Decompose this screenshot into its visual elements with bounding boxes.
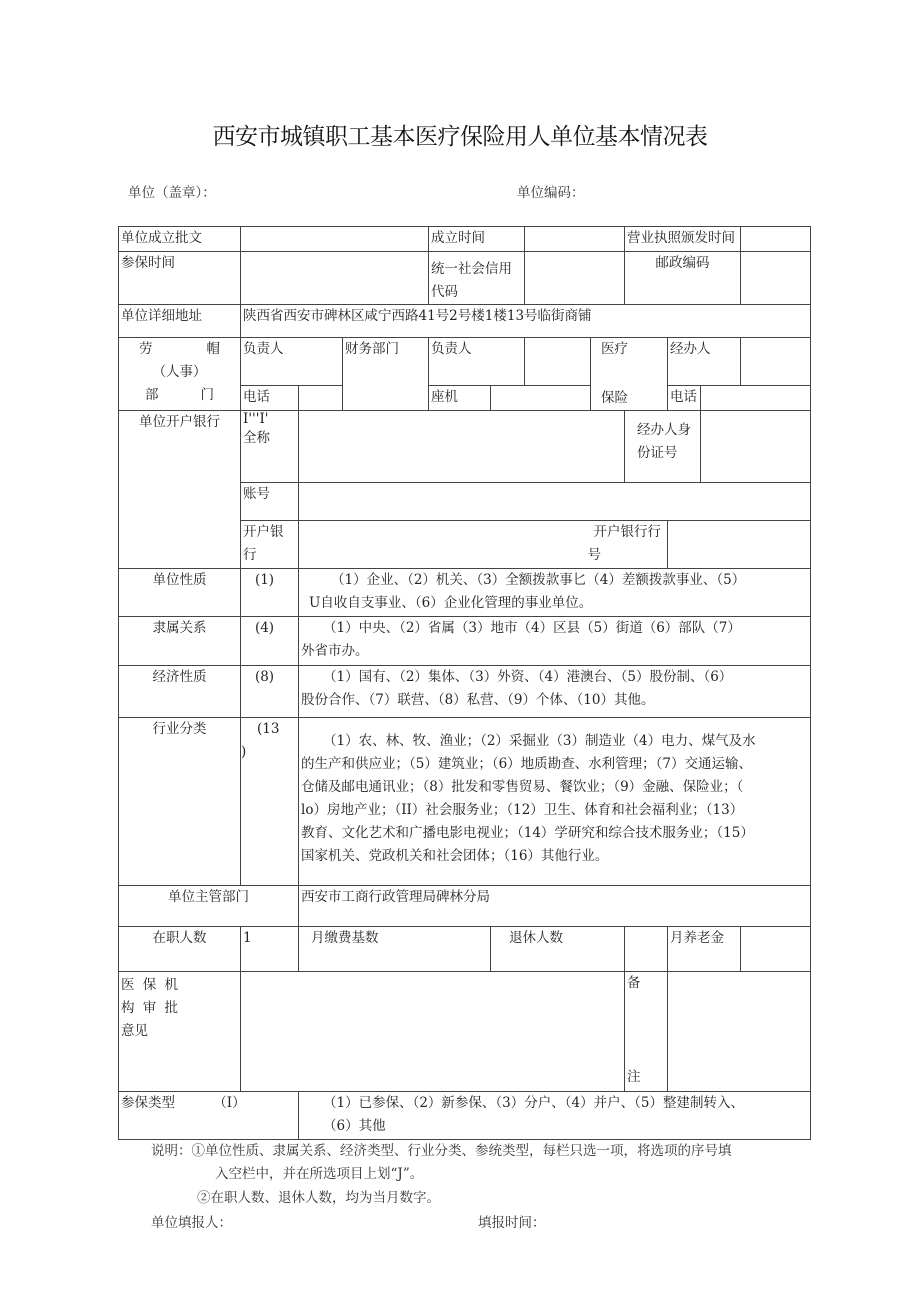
supervisor-value: 西安市工商行政管理局碑林分局 bbox=[299, 886, 811, 927]
bank-code-field[interactable] bbox=[668, 521, 811, 569]
remarks-line1: 备 bbox=[627, 975, 641, 991]
phone2-field[interactable] bbox=[701, 385, 811, 410]
bank-branch-line1: 开户银 bbox=[243, 524, 284, 540]
postal-code-label: 邮政编码 bbox=[625, 252, 741, 305]
bank-code-line1: 开户银行行 bbox=[593, 524, 662, 540]
insured-time-field[interactable] bbox=[241, 252, 429, 305]
postal-code-field[interactable] bbox=[741, 252, 811, 305]
bank-label: 单位开户银行 bbox=[119, 411, 241, 569]
address-label: 单位详细地址 bbox=[119, 305, 241, 338]
unit-nature-opts-2: U自收自支事业、（6）企业化管理的事业单位。 bbox=[309, 595, 593, 611]
insured-time-label: 参保时间 bbox=[119, 252, 241, 305]
founded-field[interactable] bbox=[525, 227, 625, 252]
staff-count-label: 在职人数 bbox=[119, 927, 241, 972]
remarks-field[interactable] bbox=[668, 972, 811, 1092]
industry-value-close: ) bbox=[241, 744, 247, 760]
remarks-line2: 注 bbox=[627, 1069, 641, 1085]
founded-label: 成立时间 bbox=[429, 227, 525, 252]
pension-field[interactable] bbox=[741, 927, 811, 972]
phone-field[interactable] bbox=[299, 385, 343, 410]
note-1a: 说明：①单位性质、隶属关系、经济类型、行业分类、参统类型，每栏只选一项，将选项的序号填 bbox=[151, 1143, 732, 1159]
unit-nature-label: 单位性质 bbox=[119, 569, 241, 617]
note-1b: 入空栏中，并在所选项目上划“J”。 bbox=[215, 1166, 424, 1182]
affiliation-opts-1: （1）中央、（2）省属（3）地市（4）区县（5）街道（6）部队（7） bbox=[323, 620, 741, 636]
staff-count-value[interactable]: 1 bbox=[241, 927, 299, 972]
credit-code-label: 统一社会信用代码 bbox=[429, 252, 525, 305]
info-table bbox=[118, 226, 811, 1140]
economy-label: 经济性质 bbox=[119, 666, 241, 718]
labor-dept-line2: （人事） bbox=[152, 364, 207, 380]
review-line1: 医保机 bbox=[121, 977, 178, 993]
economy-opts-2: 股份合作、（7）联营、（8）私营、（9）个体、（10）其他。 bbox=[301, 692, 655, 708]
unit-nature-value[interactable]: (1) bbox=[241, 569, 299, 617]
handler-id-line1: 经办人身 bbox=[637, 422, 692, 438]
monthly-base-label: 月缴费基数 bbox=[299, 927, 491, 972]
filler-label: 单位填报人： bbox=[151, 1215, 232, 1231]
affiliation-value[interactable]: (4) bbox=[241, 617, 299, 666]
labor-dept-line3: 部 门 bbox=[145, 387, 214, 403]
insurance-label: 保险 bbox=[601, 390, 629, 406]
responsible2-field[interactable] bbox=[525, 338, 591, 386]
ins-type-opts-2: （6）其他 bbox=[323, 1118, 386, 1134]
affiliation-opts-2: 外省市办。 bbox=[301, 643, 369, 659]
medical-label: 医疗 bbox=[601, 341, 629, 357]
review-field[interactable] bbox=[241, 972, 625, 1092]
finance-dept-label: 财务部门 bbox=[343, 338, 429, 411]
approval-label: 单位成立批文 bbox=[119, 227, 241, 252]
ins-type-label: 参保类型 bbox=[121, 1095, 175, 1111]
account-label: 账号 bbox=[241, 483, 299, 521]
industry-line2: 的生产和供应业；（5）建筑业；（6）地质勘查、水利管理；（7）交通运输、 bbox=[301, 756, 753, 772]
pension-label: 月养老金 bbox=[668, 927, 741, 972]
unit-seal-label: 单位（盖章）： bbox=[128, 185, 216, 201]
ins-type-value[interactable]: （I） bbox=[213, 1095, 246, 1111]
industry-value[interactable]: (13 bbox=[257, 721, 280, 737]
bank-branch-line2: 行 bbox=[243, 547, 257, 563]
supervisor-label: 单位主管部门 bbox=[119, 886, 299, 927]
retired-label: 退休人数 bbox=[491, 927, 625, 972]
retired-field[interactable] bbox=[625, 927, 668, 972]
page-title: 西安市城镇职工基本医疗保险用人单位基本情况表 bbox=[212, 124, 708, 150]
landline-label: 座机 bbox=[429, 385, 491, 410]
credit-code-field[interactable] bbox=[525, 252, 625, 305]
note-2: ②在职人数、退休人数，均为当月数字。 bbox=[197, 1190, 440, 1206]
phone2-label: 电话 bbox=[668, 385, 701, 410]
license-date-label: 营业执照颁发时间 bbox=[625, 227, 741, 252]
handler-id-line2: 份证号 bbox=[637, 445, 678, 461]
handler-field[interactable] bbox=[741, 338, 811, 386]
handler-label: 经办人 bbox=[668, 338, 741, 386]
review-line2: 构审批 bbox=[121, 1000, 178, 1016]
unit-code-label: 单位编码： bbox=[517, 185, 585, 201]
economy-value[interactable]: (8) bbox=[241, 666, 299, 718]
industry-line4: lo）房地产业；（II）社会服务业；（12）卫生、体育和社会福利业；（13） bbox=[301, 802, 744, 818]
bank-mark: I'''I' bbox=[243, 411, 269, 427]
fill-time-label: 填报时间： bbox=[478, 1215, 546, 1231]
industry-line5: 教育、文化艺术和广播电影电视业；（14）学研究和综合技术服务业；（15） bbox=[301, 825, 754, 841]
ins-type-opts-1: （1）已参保、（2）新参保、（3）分户、（4）并户、（5）整建制转入、 bbox=[323, 1095, 744, 1111]
full-name-label: 全称 bbox=[243, 430, 270, 446]
handler-id-field[interactable] bbox=[701, 411, 811, 483]
industry-label: 行业分类 bbox=[119, 718, 241, 886]
labor-dept-line1: 劳 帽 bbox=[139, 341, 220, 357]
approval-field[interactable] bbox=[241, 227, 429, 252]
responsible2-label: 负责人 bbox=[429, 338, 525, 386]
account-field[interactable] bbox=[299, 483, 811, 521]
affiliation-label: 隶属关系 bbox=[119, 617, 241, 666]
phone-label: 电话 bbox=[241, 385, 299, 410]
unit-nature-opts-1b: 匕（4）差额拨款事业、（5） bbox=[572, 572, 746, 588]
industry-line1: （1）农、林、牧、渔业；（2）采掘业（3）制造业（4）电力、煤气及水 bbox=[323, 733, 756, 749]
license-date-field[interactable] bbox=[741, 227, 811, 252]
responsible-label: 负责人 bbox=[241, 338, 343, 386]
economy-opts-1: （1）国有、（2）集体、（3）外资、（4）港澳台、（5）股份制、（6） bbox=[323, 669, 733, 685]
address-value: 陕西省西安市碑林区咸宁西路41号2号楼1楼13号临街商铺 bbox=[241, 305, 811, 338]
review-line3: 意见 bbox=[121, 1023, 148, 1039]
unit-nature-opts-1: （1）企业、（2）机关、（3）全额拨款事 bbox=[331, 572, 573, 588]
bank-code-line2: 号 bbox=[587, 547, 602, 563]
industry-line3: 仓储及邮电通讯业；（8）批发和零售贸易、餐饮业；（9）金融、保险业；（ bbox=[301, 779, 744, 795]
landline-field[interactable] bbox=[491, 385, 591, 410]
industry-line6: 国家机关、党政机关和社会团体；（16）其他行业。 bbox=[301, 848, 609, 864]
full-name-field[interactable] bbox=[299, 411, 625, 483]
